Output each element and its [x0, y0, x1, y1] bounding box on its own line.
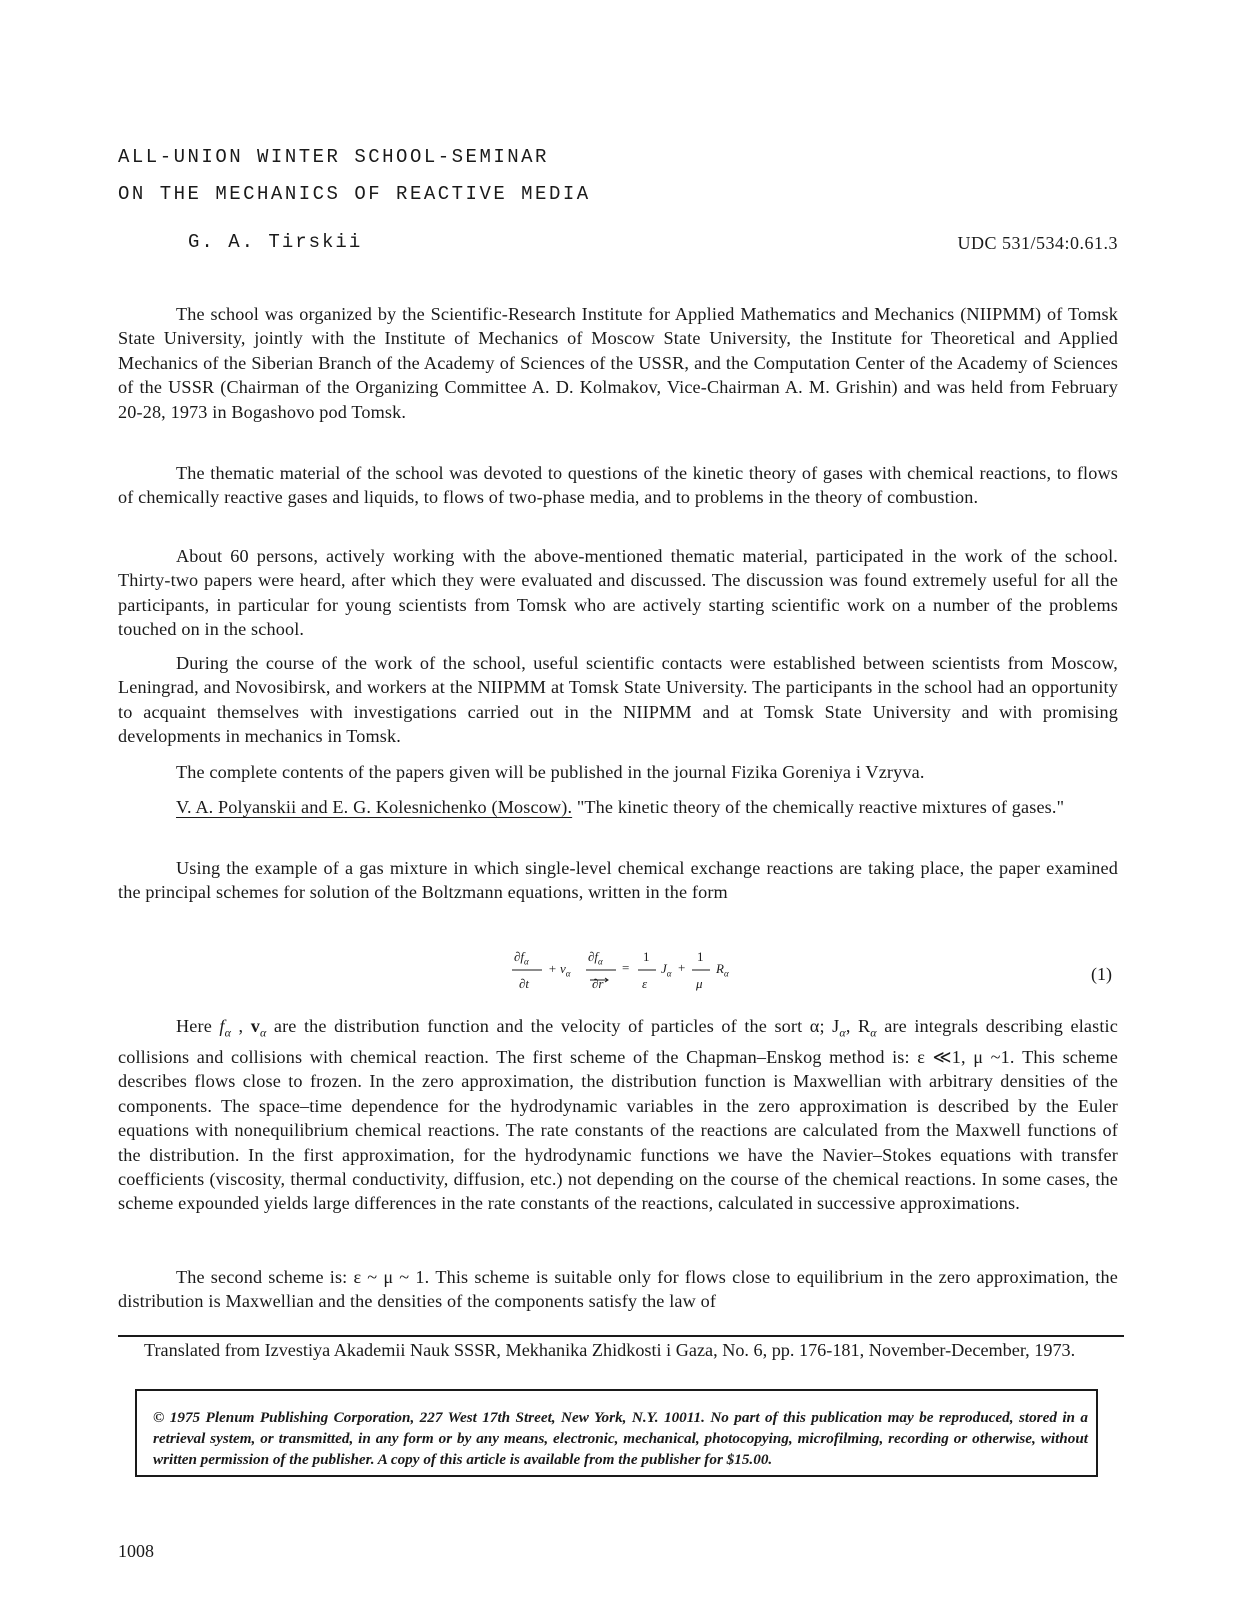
eq-J-term: $J_\alpha$ — [661, 961, 672, 979]
eq-equals: = — [622, 960, 630, 975]
copyright-box — [135, 1389, 1098, 1477]
paragraph-publication-note: The complete contents of the papers given will be published in the journal Fizika Goreniya i Vzryva. — [176, 762, 925, 782]
paragraph-paper-heading — [118, 795, 1118, 819]
paragraph-thematic-material: The thematic material of the school was devoted to questions of the kinetic theory of gases with chemical reactions, to flows of chemically reactive gases and liquids, to flows of two-phase media, and to problems in the theory of combustion. — [118, 463, 1118, 508]
equation-number: (1) — [1091, 964, 1112, 984]
eq-denominator-2: ∂r — [592, 976, 604, 991]
copyright-text: © 1975 Plenum Publishing Corporation, 227 West 17th Street, New York, N.Y. 10011. No part of this publication may be reproduced, stored in a retrieval system, or transmitted, in any form or by any means, electronic, mechanical, photocopying, microfilming, recording or otherwise, without written permission of the publisher. A copy of this article is available from the publisher for $15.00. — [153, 1409, 1088, 1468]
paragraph-scheme-one: Here $f_\alpha$ , $v_\alpha$ are the distribution function and the velocity of particles of the sort α; $J_\alpha$, $R_\alpha$ are integrals describing elastic collisions and collisions with chemical reaction. The first scheme of the Chapman–Enskog method is: ε ≪1, μ ~1. This scheme describes flows close to frozen. In the zero approximation, the distribution function is Maxwellian with arbitrary densities of the components. The space–time dependence for the hydrodynamic variables in the zero approximation is described by the Euler equations with nonequilibrium chemical reactions. The rate constants of the reactions are calculated from the Maxwell functions of the distribution. In the first approximation, for the hydrodynamic functions we have the Navier–Stokes equations with transfer coefficients (viscosity, thermal conductivity, diffusion, etc.) not depending on the course of the chemical reactions. In some cases, the scheme expounded yields large differences in the rate constants of the reactions, calculated in successive approximations. — [118, 1016, 1118, 1214]
eq-denominator-1: ∂t — [519, 976, 530, 991]
footnote-divider — [118, 1335, 1124, 1337]
eq-plus: + — [678, 960, 686, 975]
eq-plus-v: + $v_\alpha$ — [548, 961, 571, 979]
eq-numerator-1: $\partial f_\alpha$ — [514, 949, 529, 967]
paper-title: "The kinetic theory of the chemically reactive mixtures of gases." — [576, 797, 1065, 817]
udc-code: UDC 531/534:0.61.3 — [957, 233, 1118, 253]
eq-numerator-3: 1 — [643, 949, 650, 964]
eq-denominator-3: ε — [642, 976, 648, 991]
page-number: 1008 — [118, 1541, 154, 1561]
paragraph-participants: About 60 persons, actively working with the above-mentioned thematic material, participated in the work of the school. Thirty-two papers were heard, after which they were evaluated and discussed. The discussion was found extremely useful for all the participants, in particular for young scientists from Tomsk who are actively starting scientific work on a number of the problems touched on in the school. — [118, 546, 1118, 640]
paper-authors: V. A. Polyanskii and E. G. Kolesnichenko (Moscow). — [176, 797, 573, 817]
paragraph-contacts: During the course of the work of the school, useful scientific contacts were established between scientists from Moscow, Leningrad, and Novosibirsk, and workers at the NIIPMM at Tomsk State University. The participants in the school had an opportunity to acquaint themselves with investigations carried out in the NIIPMM and at Tomsk State University and with promising developments in mechanics in Tomsk. — [118, 653, 1118, 747]
author-name: G. A. Tirskii — [188, 231, 363, 253]
eq-numerator-2: $\partial f_\alpha$ — [588, 949, 603, 967]
paragraph-boltzmann-intro: Using the example of a gas mixture in which single-level chemical exchange reactions are taking place, the paper examined the principal schemes for solution of the Boltzmann equations, written in the form — [118, 858, 1118, 903]
title-line-2: ON THE MECHANICS OF REACTIVE MEDIA — [118, 183, 591, 205]
eq-R-term: $R_\alpha$ — [716, 961, 729, 979]
eq-numerator-4: 1 — [697, 949, 704, 964]
eq-denominator-4: μ — [696, 976, 703, 991]
boltzmann-equation — [506, 946, 766, 996]
translation-note: Translated from Izvestiya Akademii Nauk SSSR, Mekhanika Zhidkosti i Gaza, No. 6, pp. 176-181, November-December, 1973. — [144, 1340, 1076, 1360]
paragraph-organization: The school was organized by the Scientific-Research Institute for Applied Mathematics and Mechanics (NIIPMM) of Tomsk State University, jointly with the Institute of Mechanics of Moscow State University, the Institute for Theoretical and Applied Mechanics of the Siberian Branch of the Academy of Sciences of the USSR, and the Computation Center of the Academy of Sciences of the USSR (Chairman of the Organizing Committee A. D. Kolmakov, Vice-Chairman A. M. Grishin) and was held from February 20-28, 1973 in Bogashovo pod Tomsk. — [118, 304, 1118, 422]
title-line-1: ALL-UNION WINTER SCHOOL-SEMINAR — [118, 146, 549, 168]
paragraph-scheme-two: The second scheme is: ε ~ μ ~ 1. This scheme is suitable only for flows close to equilibrium in the zero approximation, the distribution is Maxwellian and the densities of the components satisfy the law of — [118, 1267, 1118, 1312]
